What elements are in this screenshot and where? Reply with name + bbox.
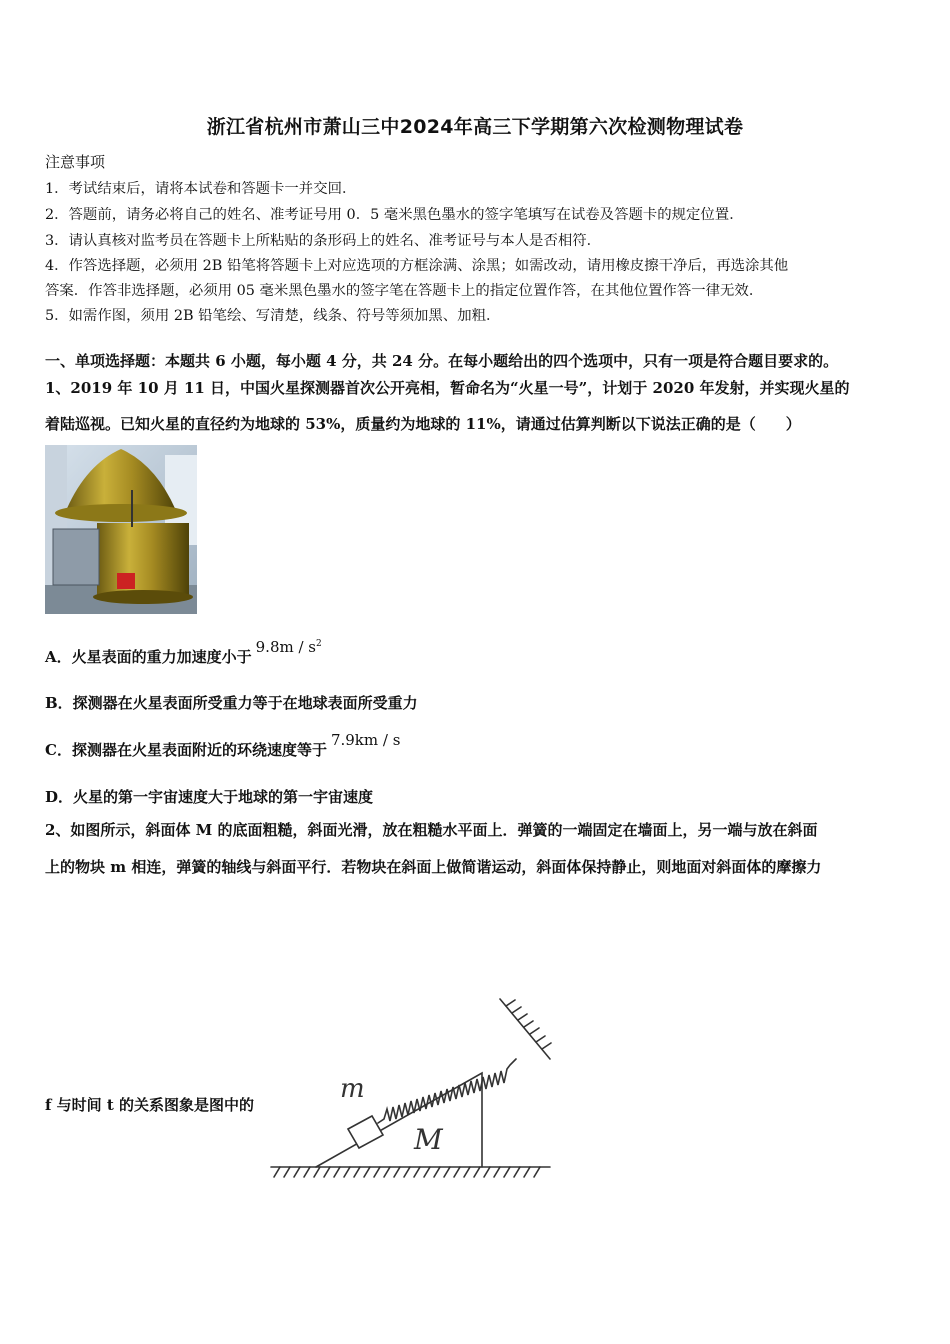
block xyxy=(348,1116,383,1148)
block-label: m xyxy=(340,1074,365,1104)
note-item: 2．答题前，请务必将自己的姓名、准考证号用 0．5 毫米黑色墨水的签字笔填写在试卷及答题卡的规定位置． xyxy=(45,207,744,223)
option-a-text: A．火星表面的重力加速度小于 xyxy=(45,648,252,666)
question-2-line-1: 2、如图所示，斜面体 M 的底面粗糙，斜面光滑，放在粗糙水平面上．弹簧的一端固定在墙面上，另一端与放在斜面 xyxy=(45,821,818,839)
question-2-line-3: f 与时间 t 的关系图象是图中的 xyxy=(45,1096,255,1114)
note-item: 3．请认真核对监考员在答题卡上所粘贴的条形码上的姓名、准考证号与本人是否相符． xyxy=(45,233,602,249)
option-a-formula: $9.8m / s^2$ xyxy=(255,638,322,656)
notes-heading: 注意事项 xyxy=(45,153,106,171)
wall-hatch xyxy=(506,1000,551,1049)
note-item: 1．考试结束后，请将本试卷和答题卡一并交回． xyxy=(45,181,357,197)
question-2-line-2: 上的物块 m 相连，弹簧的轴线与斜面平行．若物块在斜面上做简谐运动，斜面体保持静止，则地面对斜面体的摩擦力 xyxy=(45,858,822,876)
ground-hatch xyxy=(274,1167,540,1177)
option-c-formula: 7.9km / s xyxy=(330,731,401,749)
incline-label: M xyxy=(414,1123,443,1156)
option-a xyxy=(45,638,322,667)
note-item: 5．如需作图，须用 2B 铅笔绘、写清楚，线条、符号等须加黑、加粗． xyxy=(45,308,501,324)
wall xyxy=(500,999,550,1059)
note-item: 4．作答选择题，必须用 2B 铅笔将答题卡上对应选项的方框涂满、涂黑；如需改动，请用橡皮擦干净后，再选涂其他 xyxy=(45,258,789,274)
option-c xyxy=(45,731,401,760)
note-item: 答案．作答非选择题，必须用 05 毫米黑色墨水的签字笔在答题卡上的指定位置作答，在其他位置作答一律无效． xyxy=(45,283,764,299)
question-1-line-1: 1、2019 年 10 月 11 日，中国火星探测器首次公开亮相，暂命名为“火星一号”，计划于 2020 年发射，并实现火星的 xyxy=(45,379,850,397)
option-b: B．探测器在火星表面所受重力等于在地球表面所受重力 xyxy=(45,694,418,712)
incline-spring-diagram xyxy=(268,995,558,1185)
section-heading: 一、单项选择题：本题共 6 小题，每小题 4 分，共 24 分。在每小题给出的四个选项中，只有一项是符合题目要求的。 xyxy=(45,352,839,370)
question-1-line-2: 着陆巡视。已知火星的直径约为地球的 53%，质量约为地球的 11%，请通过估算判断以下说法正确的是（ ） xyxy=(45,415,801,433)
mars-probe-photo xyxy=(45,445,197,614)
spring xyxy=(378,1059,516,1123)
exam-title: 浙江省杭州市萧山三中2024年高三下学期第六次检测物理试卷 xyxy=(206,116,744,138)
option-d: D．火星的第一宇宙速度大于地球的第一宇宙速度 xyxy=(45,788,374,806)
option-c-text: C．探测器在火星表面附近的环绕速度等于 xyxy=(45,741,327,759)
